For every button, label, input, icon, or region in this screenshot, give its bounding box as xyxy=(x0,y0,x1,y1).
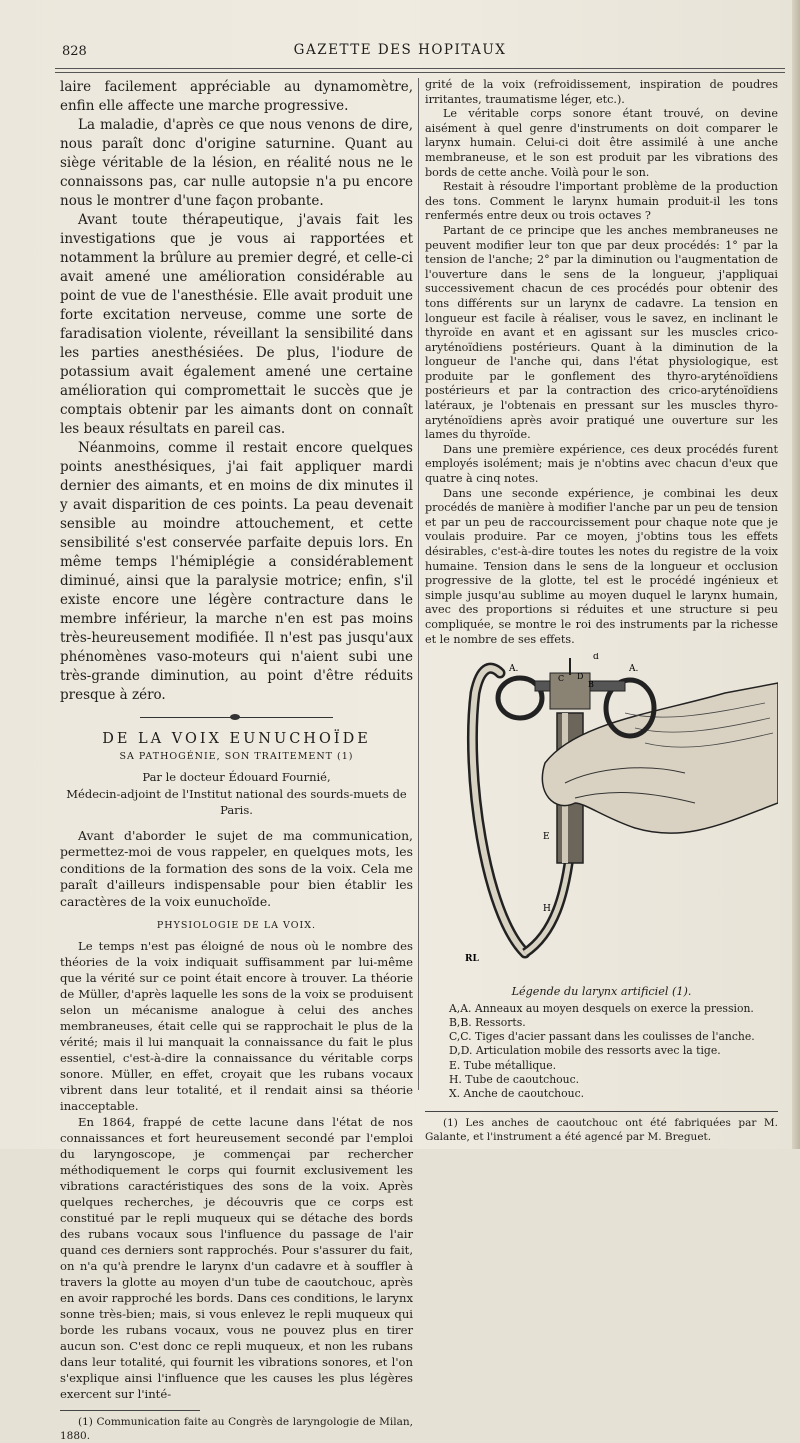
figure-legend xyxy=(425,1002,778,1101)
figure-label-d-small: d xyxy=(593,653,599,663)
right-column xyxy=(425,78,778,1144)
paragraph: Partant de ce principe que les anches membraneuses ne peuvent modifier leur ton que par deux procédés: 1° par la tension de l'anche; 2° par la diminution ou l'augmentation de l'ouverture dans le sens de la longueur, j'appliquai successivement chacun de ces procédés pour obtenir des tons différents sur un larynx de cadavre. La tension en longueur est facile à réaliser, vous le savez, en inclinant le thyroïde en avant et en agissant sur les muscles crico-aryténoïdiens postérieurs. Quant à la diminution de la longueur de l'anche qui, dans l'état physiologique, est produite par le gonflement des thyro-aryténoïdiens postérieurs et par la contraction des crico-aryténoïdiens latéraux, je l'obtenais en pressant sur les muscles thyro-aryténoïdiens après avoir pratiqué une ouverture sur les lames du thyroïde. xyxy=(425,223,778,442)
column-divider xyxy=(418,78,419,1090)
legend-item: A,A. Anneaux au moyen desquels on exerce la pression. xyxy=(449,1001,754,1015)
paragraph: Dans une première expérience, ces deux procédés furent employés isolément; mais je n'obtins avec chacun d'eux que quatre à cinq notes. xyxy=(425,442,778,486)
section-heading: PHYSIOLOGIE DE LA VOIX. xyxy=(156,920,317,932)
legend-item: H. Tube de caoutchouc. xyxy=(449,1072,580,1086)
page-number: 828 xyxy=(62,44,87,59)
paragraph: Avant toute thérapeutique, j'avais fait les investigations que je vous ai rapportées et notamment la brûlure au premier degré, et celle-ci avait amené une amélioration considérable au point de vue de l'anesthésie. Elle avait produit une forte excitation nerveuse, comme une sorte de faradisation violente, réveillant la sensibilité dans les parties anesthésiées. De plus, l'iodure de potassium avait également amené une certaine amélioration qui compromettait le succès que je comptais obtenir par les aimants dont on connaît les beaux résultats en pareil cas. xyxy=(60,212,413,437)
page-edge xyxy=(792,0,800,1149)
journal-title: GAZETTE DES HOPITAUX xyxy=(293,42,507,58)
footnote-rule xyxy=(60,1410,200,1411)
article-affiliation: Médecin-adjoint de l'Institut national des sourds-muets de Paris. xyxy=(66,786,407,817)
article-subtitle: SA PATHOGÉNIE, SON TRAITEMENT (1) xyxy=(119,751,354,763)
left-column xyxy=(60,78,413,1443)
figure-label-e: E xyxy=(543,832,550,843)
legend-item: C,C. Tiges d'acier passant dans les coulisses de l'anche. xyxy=(449,1030,755,1044)
header-rule-bottom xyxy=(55,72,785,73)
figure-label-d: D xyxy=(577,672,584,682)
figure-label-a-left: A. xyxy=(509,664,519,675)
engraver-signature: RL xyxy=(465,954,479,965)
figure-label-h: H xyxy=(543,904,551,915)
page-header xyxy=(0,38,800,68)
header-rule-top xyxy=(55,68,785,69)
artificial-larynx-figure xyxy=(425,653,778,983)
paragraph: Restait à résoudre l'important problème de la production des tons. Comment le larynx humain produit-il les tons renfermés entre deux ou trois octaves ? xyxy=(425,180,778,223)
figure-label-b: B xyxy=(588,680,594,690)
legend-item: D,D. Articulation mobile des ressorts avec la tige. xyxy=(449,1044,721,1058)
footnote: (1) Les anches de caoutchouc ont été fabriquées par M. Galante, et l'instrument a été agencé par M. Breguet. xyxy=(425,1117,778,1144)
paragraph: Néanmoins, comme il restait encore quelques points anesthésiques, j'ai fait appliquer mardi dernier des aimants, et en moins de dix minutes il y avait disparition de ces points. La peau devenait sensible au moindre attouchement, et cette sensibilité s'est conservée parfaite depuis lors. En même temps l'hémiplégie a considérablement diminué, ainsi que la paralysie motrice; enfin, s'il existe encore une légère contracture dans le membre inférieur, la marche n'en est pas moins très-heureusement modifiée. Il n'est pas jusqu'aux phénomènes vaso-moteurs qui n'aient subi une très-grande diminution, au point d'être réduits presque à zéro. xyxy=(60,440,413,703)
paragraph: Le véritable corps sonore étant trouvé, on devine aisément à quel genre d'instruments on doit comparer le larynx humain. Celui-ci doit être assimilé à une anche membraneuse, et le son est produit par les vibrations des bords de cette anche. Voilà pour le son. xyxy=(425,107,778,179)
paragraph: laire facilement appréciable au dynamomètre, enfin elle affecte une marche progressive. xyxy=(60,79,413,114)
paragraph: La maladie, d'après ce que nous venons de dire, nous paraît donc d'origine saturnine. Quant au siège véritable de la lésion, en réalité nous ne le connaissons pas, car nulle autopsie n'a pu encore nous le montrer d'une façon probante. xyxy=(60,117,413,209)
paragraph: En 1864, frappé de cette lacune dans l'état de nos connaissances et fort heureusement secondé par l'emploi du laryngoscope, je commençai par rechercher méthodiquement le corps qui fournit exclusivement les vibrations caractéristiques des sons de la voix. Après quelques recherches, je découvris que ce corps est constitué par le repli muqueux qui se détache des bords des rubans vocaux sous l'influence du passage de l'air quand ces derniers sont rapprochés. Pour s'assurer du fait, on n'a qu'à prendre le larynx d'un cadavre et à souffler à travers la glotte au moyen d'un tube de caoutchouc, après en avoir rapproché les bords. Dans ces conditions, le larynx sonne très-bien; mais, si vous enlevez le repli muqueux qui borde les rubans vocaux, vous ne pouvez plus en tirer aucun son. C'est donc ce repli muqueux, et non les rubans dans leur totalité, qui fournit les vibrations sonores, et l'on s'explique ainsi l'influence que les causes les plus légères exercent sur l'inté- xyxy=(60,1115,413,1402)
paragraph: Le temps n'est pas éloigné de nous où le nombre des théories de la voix indiquait suffisamment par lui-même que la vérité sur ce point était encore à trouver. La théorie de Müller, d'après laquelle les sons de la voix se produisent selon un mécanisme analogue à celui des anches membraneuses, était celle qui se rapprochait le plus de la vérité; mais il lui manquait la connaissance du fait le plus essentiel, c'est-à-dire la connaissance du véritable corps sonore. Müller, en effet, croyait que les rubans vocaux vibrent dans leur totalité, et il rendait ainsi sa théorie inacceptable. xyxy=(60,939,413,1114)
article-title: DE LA VOIX EUNUCHOÏDE xyxy=(102,731,371,747)
legend-item: E. Tube métallique. xyxy=(449,1058,557,1072)
artificial-larynx-engraving xyxy=(425,653,778,983)
paragraph: grité de la voix (refroidissement, inspiration de poudres irritantes, traumatisme léger, etc.). xyxy=(425,78,778,106)
figure-label-a-right: A. xyxy=(629,664,639,675)
legend-item: B,B. Ressorts. xyxy=(449,1015,526,1029)
paragraph: Dans une seconde expérience, je combinai les deux procédés de manière à modifier l'anche par un peu de tension et par un peu de raccourcissement pour chaque note que je voulais produire. Par ce moyen, j'obtins tous les effets désirables, c'est-à-dire toutes les notes du registre de la voix humaine. Tension dans le sens de la longueur et occlusion progressive de la glotte, tel est le procédé ingénieux et simple jusqu'au sublime au moyen duquel le larynx humain, avec des proportions si réduites et une structure si peu compliquée, se montre le roi des instruments par la richesse et le nombre de ses effets. xyxy=(425,486,778,646)
footnote: (1) Communication faite au Congrès de laryngologie de Milan, 1880. xyxy=(60,1416,413,1443)
figure-label-c: C xyxy=(558,674,565,684)
section-ornament xyxy=(60,713,413,721)
article-author: Par le docteur Édouard Fournié, xyxy=(142,770,331,785)
intro-paragraph: Avant d'aborder le sujet de ma communication, permettez-moi de vous rappeler, en quelques mots, les conditions de la formation des sons de la voix. Cela me paraît d'ailleurs indispensable pour bien établir les caractères de la voix eunuchoïde. xyxy=(60,828,413,909)
footnote-rule xyxy=(425,1111,778,1112)
figure-caption: Légende du larynx artificiel (1). xyxy=(511,985,692,999)
legend-item: X. Anche de caoutchouc. xyxy=(449,1086,585,1100)
